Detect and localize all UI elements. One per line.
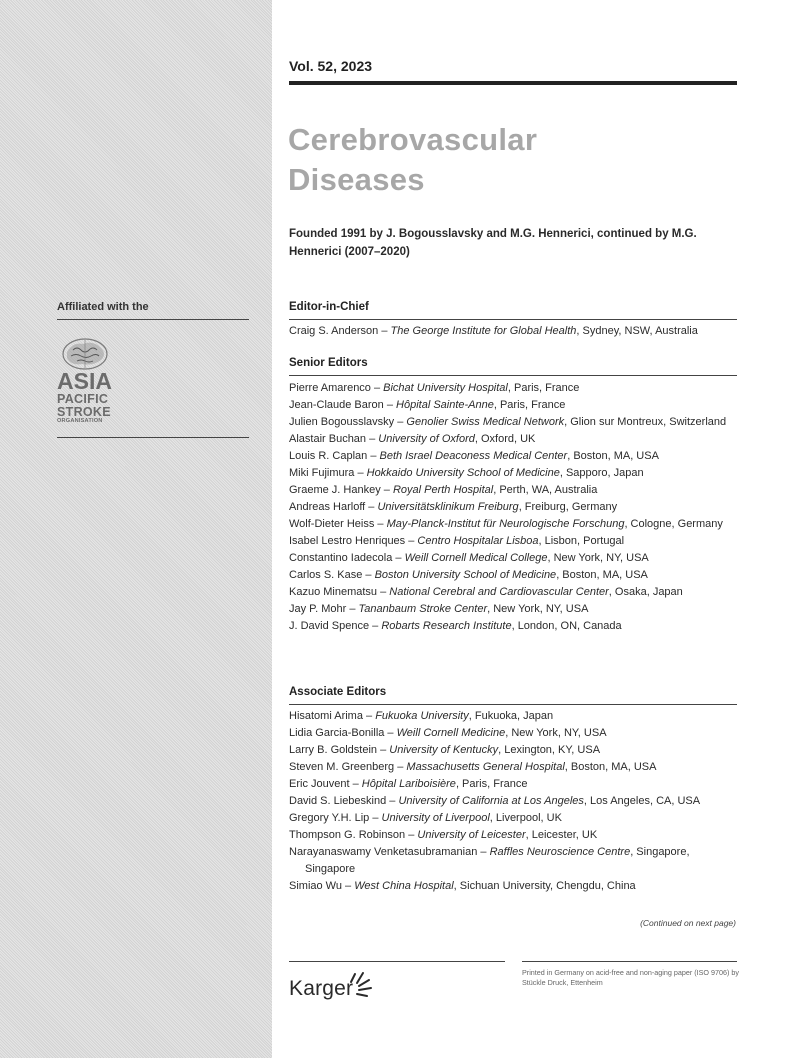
editor-location: , Boston, MA, USA (564, 761, 657, 773)
editor-name: Hisatomi Arima – (289, 710, 376, 722)
editor-entry (289, 759, 739, 776)
editor-entry (289, 482, 739, 499)
editor-name: Pierre Amarenco – (289, 382, 384, 394)
editor-institution: Fukuoka University (375, 710, 469, 722)
editor-institution: Massachusetts General Hospital (406, 761, 565, 773)
editor-location: , Singapore, Singapore (305, 846, 690, 875)
editor-location: , Freiburg, Germany (518, 501, 618, 513)
editor-institution: Hokkaido University School of Medicine (366, 467, 560, 479)
editor-entry (289, 465, 739, 482)
editor-name: Steven M. Greenberg – (289, 761, 407, 773)
editor-name: Gregory Y.H. Lip – (289, 812, 382, 824)
editor-name: Carlos S. Kase – (289, 569, 375, 581)
editor-name: Craig S. Anderson – (289, 325, 391, 337)
editor-entry (289, 601, 739, 618)
editor-location: , New York, NY, USA (487, 603, 589, 615)
editor-institution: Bichat University Hospital (383, 382, 508, 394)
editor-name: J. David Spence – (289, 620, 382, 632)
editor-name: Andreas Harloff – (289, 501, 378, 513)
footer-rule-left (289, 961, 505, 962)
logo-text-pacific: PACIFIC (57, 392, 109, 406)
editor-location: , Paris, France (507, 382, 580, 394)
asia-pacific-stroke-logo (57, 336, 119, 425)
editor-in-chief-rule (289, 319, 737, 320)
associate-editors-list (289, 708, 739, 895)
editor-institution: May-Planck-Institut für Neurologische Forschung (386, 518, 625, 530)
editor-entry (289, 516, 739, 533)
editor-name: Graeme J. Hankey – (289, 484, 393, 496)
editor-name: Jean-Claude Baron – (289, 399, 397, 411)
senior-editors-rule (289, 375, 737, 376)
editor-institution: Robarts Research Institute (381, 620, 512, 632)
editor-location: , Boston, MA, USA (567, 450, 659, 462)
editor-name: Jay P. Mohr – (289, 603, 359, 615)
editor-institution: Hôpital Lariboisière (361, 778, 456, 790)
editor-institution: Boston University School of Medicine (374, 569, 557, 581)
editor-location: , Osaka, Japan (608, 586, 683, 598)
editor-name: Wolf-Dieter Heiss – (289, 518, 387, 530)
editor-in-chief-heading: Editor-in-Chief (289, 301, 369, 313)
editor-entry (289, 708, 739, 725)
editor-institution: Weill Cornell Medical College (404, 552, 548, 564)
editor-institution: Beth Israel Deaconess Medical Center (379, 450, 568, 462)
editor-name: Isabel Lestro Henriques – (289, 535, 418, 547)
editor-location: , Sichuan University, Chengdu, China (453, 880, 636, 892)
journal-title-line-2: Diseases (288, 162, 425, 197)
senior-editors-heading: Senior Editors (289, 357, 368, 369)
editor-entry (289, 397, 739, 414)
founded-statement: Founded 1991 by J. Bogousslavsky and M.G. Hennerici, continued by M.G. Hennerici (2007–2020) (289, 228, 697, 258)
continued-note: (Continued on next page) (640, 918, 736, 928)
editor-entry (289, 742, 739, 759)
publisher-logo-text: Karger (289, 977, 354, 1000)
editor-entry (289, 533, 739, 550)
editor-location: , Sapporo, Japan (559, 467, 644, 479)
editor-location: , London, ON, Canada (511, 620, 622, 632)
editor-entry (289, 431, 739, 448)
editor-location: , Cologne, Germany (624, 518, 723, 530)
editor-name: Larry B. Goldstein – (289, 744, 390, 756)
editor-name: Lidia Garcia-Bonilla – (289, 727, 397, 739)
editor-entry (289, 414, 739, 431)
editor-location: , Perth, WA, Australia (493, 484, 598, 496)
editor-name: Alastair Buchan – (289, 433, 379, 445)
editor-entry (289, 323, 739, 340)
footer-rule-right (522, 961, 737, 962)
editor-entry (289, 567, 739, 584)
editor-institution: University of Kentucky (389, 744, 499, 756)
affiliated-label: Affiliated with the (57, 301, 149, 313)
editor-institution: Tananbaum Stroke Center (358, 603, 488, 615)
journal-title (288, 120, 537, 200)
editor-location: , Leicester, UK (525, 829, 598, 841)
editor-entry (289, 827, 739, 844)
editor-institution: West China Hospital (354, 880, 454, 892)
editor-entry (289, 878, 739, 895)
editor-institution: Raffles Neuroscience Centre (489, 846, 631, 858)
brain-globe-icon (59, 336, 111, 370)
associate-editors-rule (289, 704, 737, 705)
editor-name: Kazuo Minematsu – (289, 586, 390, 598)
editor-institution: University of California at Los Angeles (398, 795, 584, 807)
editor-location: , Fukuoka, Japan (468, 710, 554, 722)
editor-entry (289, 550, 739, 567)
editor-institution: Royal Perth Hospital (392, 484, 494, 496)
editor-location: , New York, NY, USA (505, 727, 607, 739)
editor-location: , Liverpool, UK (489, 812, 562, 824)
logo-text-stroke: STROKE (57, 404, 111, 419)
editor-name: David S. Liebeskind – (289, 795, 399, 807)
editor-entry (289, 448, 739, 465)
editor-institution: Centro Hospitalar Lisboa (417, 535, 539, 547)
editor-institution: The George Institute for Global Health (390, 325, 577, 337)
editor-entry (289, 618, 739, 635)
editor-location: , Paris, France (493, 399, 566, 411)
editor-entry (289, 844, 739, 878)
editor-location: , Oxford, UK (474, 433, 536, 445)
editor-in-chief-list (289, 323, 739, 340)
editor-entry (289, 380, 739, 397)
editor-institution: Universitätsklinikum Freiburg (377, 501, 519, 513)
editor-entry (289, 810, 739, 827)
associate-editors-heading: Associate Editors (289, 686, 387, 698)
editor-name: Narayanaswamy Venketasubramanian – (289, 846, 490, 858)
editor-institution: University of Liverpool (381, 812, 490, 824)
editor-institution: National Cerebral and Cardiovascular Center (389, 586, 609, 598)
editor-location: , Paris, France (455, 778, 528, 790)
editor-institution: Genolier Swiss Medical Network (406, 416, 565, 428)
logo-text-asia: ASIA (57, 368, 112, 394)
editor-entry (289, 793, 739, 810)
editor-name: Julien Bogousslavsky – (289, 416, 407, 428)
sidebar-panel (0, 0, 272, 1058)
volume-label: Vol. 52, 2023 (289, 58, 373, 74)
editor-name: Simiao Wu – (289, 880, 355, 892)
editor-location: , Lisbon, Portugal (538, 535, 625, 547)
editor-location: , Boston, MA, USA (556, 569, 648, 581)
editor-location: , Sydney, NSW, Australia (576, 325, 698, 337)
printed-note: Printed in Germany on acid-free and non-aging paper (ISO 9706) by Stückle Druck, Ettenheim (522, 968, 739, 987)
editor-institution: University of Leicester (417, 829, 526, 841)
sidebar-bottom-rule (57, 437, 249, 438)
editor-name: Thompson G. Robinson – (289, 829, 418, 841)
editor-location: , Glion sur Montreux, Switzerland (564, 416, 727, 428)
editor-entry (289, 499, 739, 516)
editor-institution: Hôpital Sainte-Anne (396, 399, 494, 411)
editor-entry (289, 584, 739, 601)
editor-name: Miki Fujimura – (289, 467, 367, 479)
editor-location: , Lexington, KY, USA (498, 744, 601, 756)
editor-name: Constantino Iadecola – (289, 552, 405, 564)
senior-editors-list (289, 380, 739, 635)
editor-entry (289, 725, 739, 742)
sidebar-top-rule (57, 319, 249, 320)
journal-title-line-1: Cerebrovascular (288, 122, 538, 157)
editor-entry (289, 776, 739, 793)
editor-location: , Los Angeles, CA, USA (583, 795, 701, 807)
editor-name: Louis R. Caplan – (289, 450, 380, 462)
karger-mark-icon (345, 970, 375, 998)
editor-location: , New York, NY, USA (547, 552, 649, 564)
editor-institution: University of Oxford (378, 433, 475, 445)
header-thick-rule (289, 81, 737, 85)
editor-institution: Weill Cornell Medicine (396, 727, 506, 739)
editor-name: Eric Jouvent – (289, 778, 362, 790)
logo-text-organisation: ORGANISATION (57, 418, 103, 424)
